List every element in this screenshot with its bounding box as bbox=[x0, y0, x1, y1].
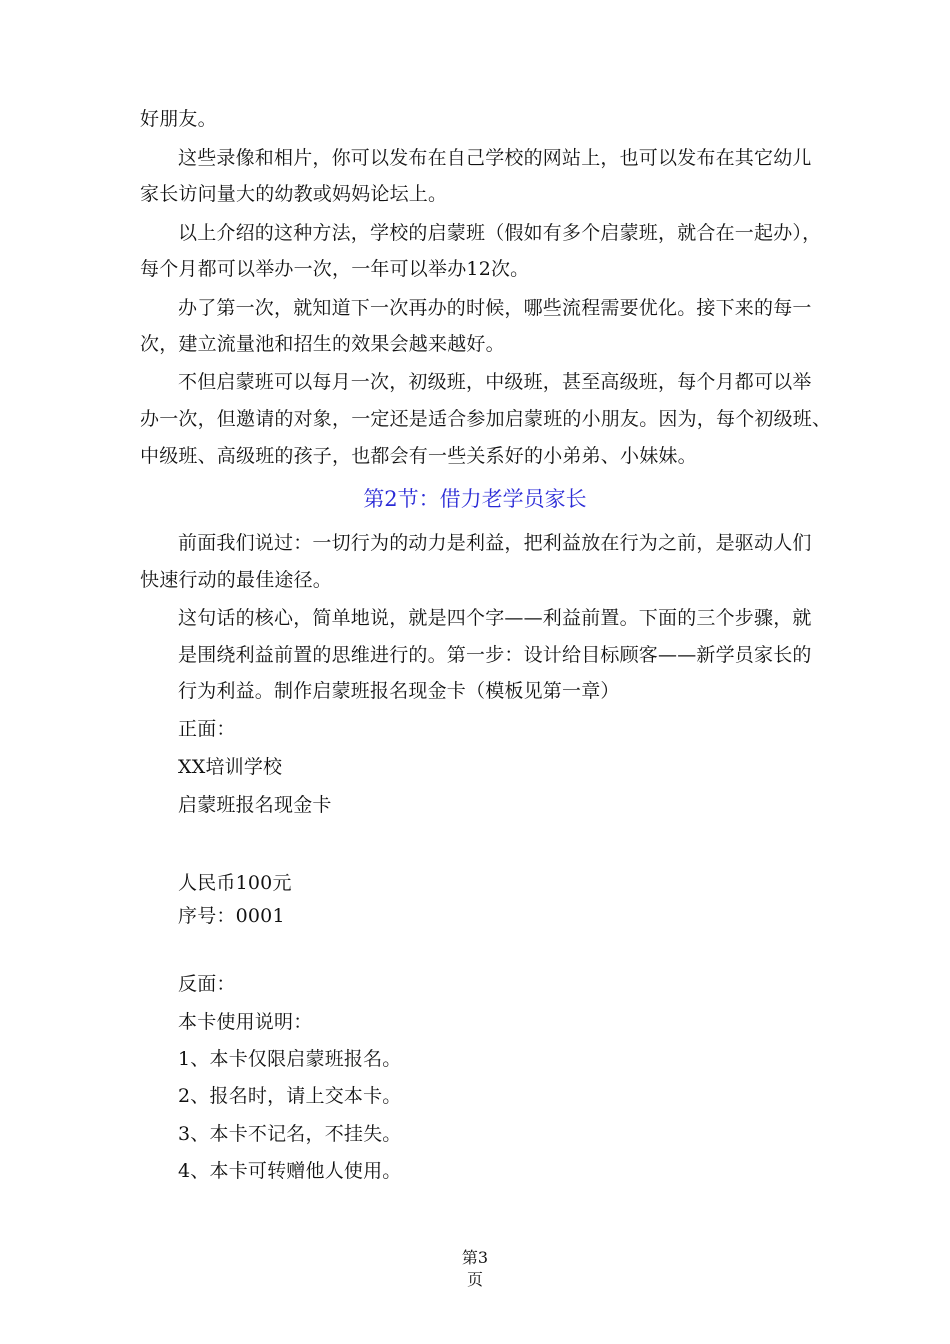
paragraph-line: 办了第一次，就知道下一次再办的时候，哪些流程需要优化。接下来的每一 bbox=[178, 297, 812, 319]
page-number: 第3 bbox=[461, 1248, 489, 1267]
paragraph-line: 办一次，但邀请的对象，一定还是适合参加启蒙班的小朋友。因为，每个初级班、 bbox=[140, 408, 832, 430]
page-number-suffix: 页 bbox=[466, 1270, 483, 1289]
paragraph-line: 好朋友。 bbox=[140, 108, 217, 130]
paragraph-line: 每个月都可以举办一次，一年可以举办12次。 bbox=[140, 258, 530, 280]
paragraph-line: 家长访问量大的幼教或妈妈论坛上。 bbox=[140, 183, 448, 205]
paragraph-line: 中级班、高级班的孩子，也都会有一些关系好的小弟弟、小妹妹。 bbox=[140, 445, 697, 467]
paragraph-line: 行为利益。制作启蒙班报名现金卡（模板见第一章） bbox=[178, 680, 620, 702]
card-front-label: 正面： bbox=[178, 718, 236, 740]
card-amount: 人民币100元 bbox=[178, 872, 292, 894]
paragraph-line: 前面我们说过：一切行为的动力是利益，把利益放在行为之前，是驱动人们 bbox=[178, 532, 812, 554]
card-rule-item: 3、本卡不记名，不挂失。 bbox=[178, 1123, 402, 1145]
paragraph-line: 次，建立流量池和招生的效果会越来越好。 bbox=[140, 333, 505, 355]
card-title: 启蒙班报名现金卡 bbox=[178, 794, 332, 816]
paragraph-line: 以上介绍的这种方法，学校的启蒙班（假如有多个启蒙班，就合在一起办）， bbox=[178, 222, 822, 244]
paragraph-line: 这些录像和相片，你可以发布在自己学校的网站上，也可以发布在其它幼儿 bbox=[178, 147, 812, 169]
paragraph-line: 是围绕利益前置的思维进行的。第一步：设计给目标顾客——新学员家长的 bbox=[178, 644, 812, 666]
card-rule-item: 4、本卡可转赠他人使用。 bbox=[178, 1160, 402, 1182]
card-serial: 序号：0001 bbox=[178, 905, 285, 927]
card-school-name: XX培训学校 bbox=[178, 756, 283, 778]
card-back-label: 反面： bbox=[178, 973, 236, 995]
paragraph-line: 不但启蒙班可以每月一次，初级班，中级班，甚至高级班，每个月都可以举 bbox=[178, 371, 812, 393]
section-heading: 第2节：借力老学员家长 bbox=[363, 487, 587, 511]
card-rule-item: 1、本卡仅限启蒙班报名。 bbox=[178, 1048, 402, 1070]
card-rule-item: 2、报名时，请上交本卡。 bbox=[178, 1085, 402, 1107]
paragraph-line: 快速行动的最佳途径。 bbox=[140, 569, 333, 591]
paragraph-line: 这句话的核心，简单地说，就是四个字——利益前置。下面的三个步骤，就 bbox=[178, 607, 812, 629]
card-instructions-title: 本卡使用说明： bbox=[178, 1011, 313, 1033]
